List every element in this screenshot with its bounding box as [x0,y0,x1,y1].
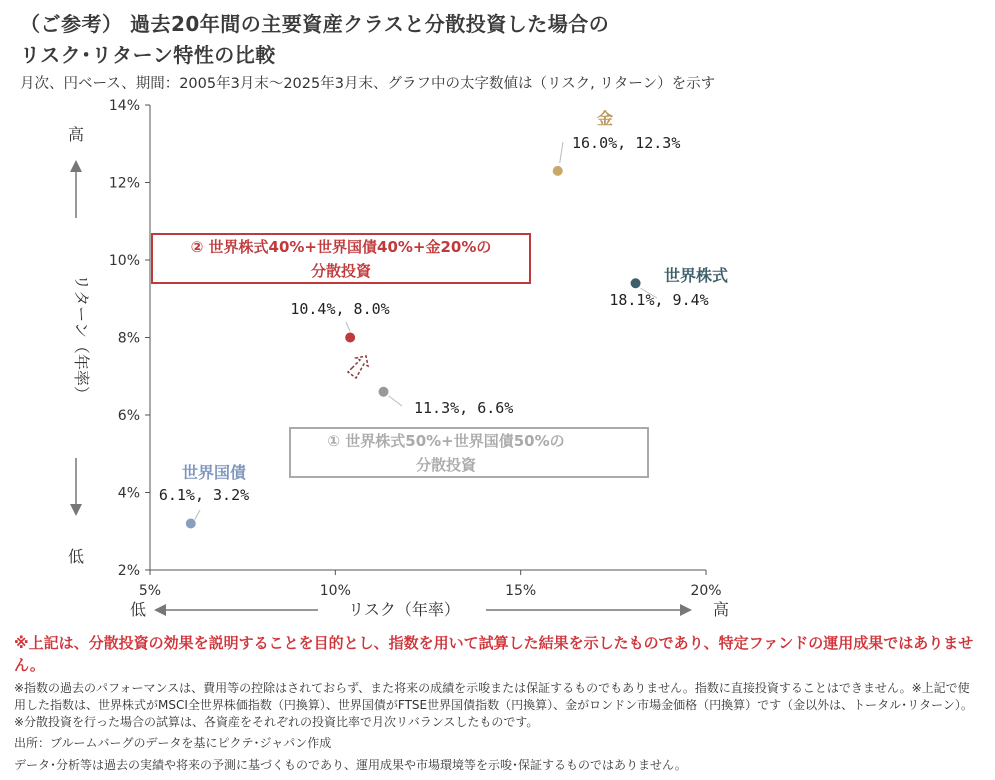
y-tick-label: 8% [117,330,140,347]
note-index: ※指数の過去のパフォーマンスは、費用等の控除はされておらず、また将来の成績を示唆または保証するものでもありません。指数に直接投資することはできません。※上記で使用した指数は、世界株式がMSCI全世界株価指数（円換算）、世界国債がFTSE世界国債指数（円換算）、金がロンドン市場金価格（円換算）です（金以外は、トータル･リターン）。※分散投資を行った場合の試算は、各資産をそれぞれの投資比率で月次リバランスしたものです。 [14,681,973,729]
y-tick-label: 2% [117,563,140,579]
portfolio-box-line2: 分散投資 [415,456,477,474]
leader-line [560,142,563,163]
x-axis-title: リスク（年率） [348,600,460,619]
x-tick-label: 10% [319,583,351,599]
point-value-label: 10.4%, 8.0% [290,300,390,318]
x-tick-label: 15% [505,583,537,599]
portfolio-box-line1: ② 世界株式40%+世界国債40%+金20%の [190,238,492,256]
shift-arrow-icon [348,356,368,378]
title-line-1: （ご参考） 過去20年間の主要資産クラスと分散投資した場合の [20,12,610,36]
x-tick-label: 5% [138,583,162,599]
y-tick-label: 10% [108,253,140,269]
x-low-label: 低 [129,600,147,619]
point-name-label: 世界国債 [181,463,247,482]
y-low-label: 低 [67,547,85,566]
y-tick-label: 14% [108,98,140,114]
point-value-label: 11.3%, 6.6% [414,399,514,417]
y-tick-label: 4% [117,485,140,502]
subtitle: 月次、円ベース、期間：2005年3月末～2025年3月末、グラフ中の太字数値は（リスク, リターン）を示す [20,76,716,92]
portfolio-box-line2: 分散投資 [310,262,372,280]
data-point [553,166,563,176]
data-point [631,278,641,288]
data-point [186,519,196,529]
title-line-2: リスク･リターン特性の比較 [20,43,276,67]
point-value-label: 18.1%, 9.4% [609,291,709,309]
point-value-label: 6.1%, 3.2% [158,486,250,504]
note-disclaimer: データ･分析等は過去の実績や将来の予測に基づくものであり、運用成果や市場環境等を示唆･保証するものではありません。 [14,758,687,772]
y-high-label: 高 [67,125,85,144]
leader-line [346,322,350,332]
point-value-label: 16.0%, 12.3% [572,134,681,152]
y-tick-label: 12% [108,175,140,192]
disclaimer-red: ※上記は、分散投資の効果を説明することを目的とし、指数を用いて試算した結果を示したものであり、特定ファンドの運用成果ではありません。 [14,634,974,674]
x-high-label: 高 [712,600,730,619]
data-point [345,333,355,343]
leader-line [195,510,200,520]
leader-line [389,396,402,406]
y-axis-title: リターン（年率） [72,274,91,402]
portfolio-box-line1: ① 世界株式50%+世界国債50%の [327,432,565,450]
data-point [379,387,389,397]
note-source: 出所：ブルームバーグのデータを基にピクテ･ジャパン作成 [14,736,332,750]
y-tick-label: 6% [117,408,140,424]
x-tick-label: 20% [690,583,722,599]
point-name-label: 世界株式 [663,266,729,285]
point-name-label: 金 [596,109,614,128]
